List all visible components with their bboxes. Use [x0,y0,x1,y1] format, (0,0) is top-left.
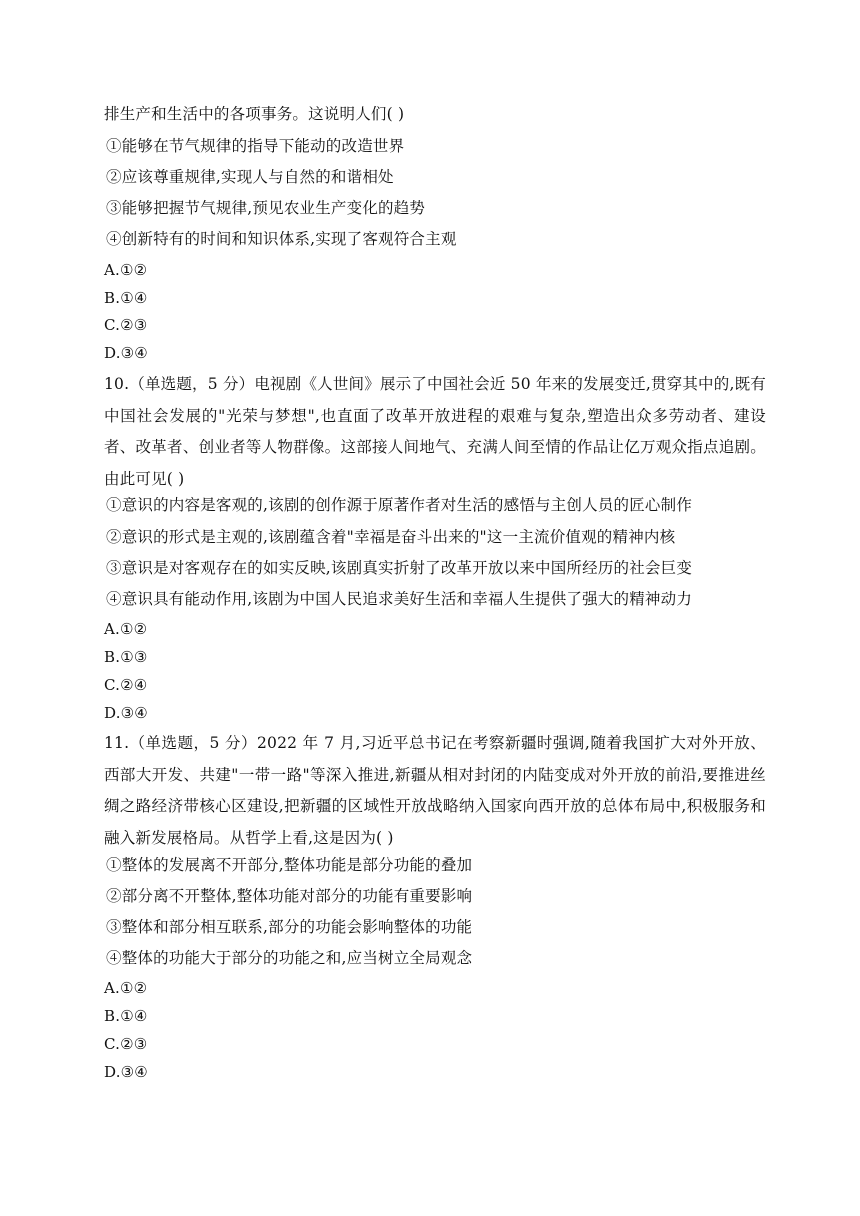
q10-option-d: D.③④ [104,704,148,722]
q9-option-a: A.①② [104,261,148,279]
q10-option-c: C.②④ [104,676,148,694]
q9-option-c: C.②③ [104,316,148,334]
q11-option-a: A.①② [104,979,148,997]
q9-stem-tail: 排生产和生活中的各项事务。这说明人们( ) [104,105,405,123]
q11-stem: 11.（单选题，5 分）2022 年 7 月,习近平总书记在考察新疆时强调,随着我国扩大对外开放、西部大开发、共建"一带一路"等深入推进,新疆从相对封闭的内陆变成对外开放的前沿,要推进丝绸之路经济带核心区建设,把新疆的区域性开放战略纳入国家向西开放的总体布局中,积极服务和融入新发展格局。从哲学上看,这是因为( ) [104,734,766,847]
q10-statement-4: ④意识具有能动作用,该剧为中国人民追求美好生活和幸福人生提供了强大的精神动力 [106,590,693,608]
q11-option-d: D.③④ [104,1063,148,1081]
q10-stem: 10.（单选题，5 分）电视剧《人世间》展示了中国社会近 50 年来的发展变迁,贯穿其中的,既有中国社会发展的"光荣与梦想",也直面了改革开放进程的艰难与复杂,塑造出众多劳动者、建设者、改革者、创业者等人物群像。这部接人间地气、充满人间至情的作品让亿万观众指点追剧。由此可见( ) [104,375,766,488]
q9-statement-4: ④创新特有的时间和知识体系,实现了客观符合主观 [106,230,457,248]
q11-statement-1: ①整体的发展离不开部分,整体功能是部分功能的叠加 [106,856,473,874]
q11-statement-3: ③整体和部分相互联系,部分的功能会影响整体的功能 [106,918,473,936]
q10-option-b: B.①③ [104,648,148,666]
q10-option-a: A.①② [104,620,148,638]
q11-option-b: B.①④ [104,1007,148,1025]
q11-statement-2: ②部分离不开整体,整体功能对部分的功能有重要影响 [106,887,473,905]
q11-option-c: C.②③ [104,1035,148,1053]
q11-statement-4: ④整体的功能大于部分的功能之和,应当树立全局观念 [106,949,473,967]
q9-statement-1: ①能够在节气规律的指导下能动的改造世界 [106,137,405,155]
q10-statement-1: ①意识的内容是客观的,该剧的创作源于原著作者对生活的感悟与主创人员的匠心制作 [106,496,693,514]
q9-option-d: D.③④ [104,344,148,362]
q9-option-b: B.①④ [104,289,148,307]
q10-statement-2: ②意识的形式是主观的,该剧蕴含着"幸福是奋斗出来的"这一主流价值观的精神内核 [106,528,676,546]
q9-statement-2: ②应该尊重规律,实现人与自然的和谐相处 [106,168,394,186]
q9-statement-3: ③能够把握节气规律,预见农业生产变化的趋势 [106,199,426,217]
q10-statement-3: ③意识是对客观存在的如实反映,该剧真实折射了改革开放以来中国所经历的社会巨变 [106,559,693,577]
